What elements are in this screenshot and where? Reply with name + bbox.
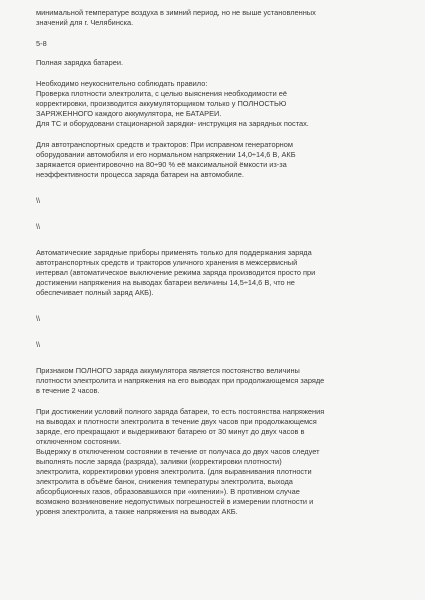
vehicle-line-2: оборудовании автомобиля и его нормальном напряжении 14,0÷14,6 В, АКБ bbox=[36, 150, 296, 159]
document-body bbox=[36, 8, 408, 517]
intro-line-1: минимальной температуре воздуха в зимний период, но не выше установленных bbox=[36, 8, 316, 17]
final-line-1: При достижении условий полного заряда батареи, то есть постоянства напряжения bbox=[36, 407, 325, 416]
final-line-7: электролита, корректировки уровня электролита. (для выравнивания плотности bbox=[36, 467, 312, 476]
vehicle-line-4: неэффективности процесса заряда батареи на автомобиле. bbox=[36, 170, 244, 179]
auto-line-2: автотранспортных средств и тракторов уличного хранения в межсервисный bbox=[36, 258, 298, 267]
rule-line-4: ЗАРЯЖЕННОГО каждого аккумулятора, не БАТАРЕИ. bbox=[36, 109, 222, 118]
rule-line-3: корректировки, производится аккумуляторщиком только у ПОЛНОСТЬЮ bbox=[36, 99, 287, 108]
final-line-5: Выдержку в отключенном состоянии в течение от получаса до двух часов следует bbox=[36, 447, 320, 456]
sign-line-1: Признаком ПОЛНОГО заряда аккумулятора является постоянство величины bbox=[36, 366, 300, 375]
rule-line-2: Проверка плотности электролита, с целью выяснения необходимости её bbox=[36, 89, 287, 98]
final-line-11: уровня электролита, а также напряжения на выводах АКБ. bbox=[36, 507, 238, 516]
separator-2: \\ bbox=[36, 222, 41, 231]
sign-line-3: в течение 2 часов. bbox=[36, 386, 100, 395]
separator-4: \\ bbox=[36, 340, 41, 349]
final-line-3: заряде, его прекращают и выдерживают батарею от 30 минут до двух часов в bbox=[36, 427, 305, 436]
final-line-9: абсорбционных газов, образовавшихся при «кипении»). В противном случае bbox=[36, 487, 300, 496]
auto-line-1: Автоматические зарядные приборы применять только для поддержания заряда bbox=[36, 248, 312, 257]
rule-line-1: Необходимо неукоснительно соблюдать правило: bbox=[36, 79, 208, 88]
final-line-8: электролита в объёме банок, снижения температуры электролита, выхода bbox=[36, 477, 293, 486]
vehicle-line-1: Для автотранспортных средств и тракторов: При исправном генераторном bbox=[36, 140, 293, 149]
final-line-4: отключенном состоянии. bbox=[36, 437, 122, 446]
intro-line-2: значений для г. Челябинска. bbox=[36, 18, 134, 27]
auto-line-4: достижении напряжения на выводах батареи величины 14,5÷14,6 В, что не bbox=[36, 278, 295, 287]
vehicle-line-3: заряжается ориентировочно на 80÷90 % её максимальной ёмкости из-за bbox=[36, 160, 287, 169]
final-line-10: возможно возникновение недопустимых погрешностей в измерении плотности и bbox=[36, 497, 314, 506]
section-title: Полная зарядка батареи. bbox=[36, 58, 124, 67]
auto-line-5: обеспечивает полный заряд АКБ). bbox=[36, 288, 154, 297]
sign-line-2: плотности электролита и напряжения на его выводах при продолжающемся заряде bbox=[36, 376, 325, 385]
auto-line-3: интервал (автоматическое выключение режима заряда производится просто при bbox=[36, 268, 316, 277]
separator-3: \\ bbox=[36, 314, 41, 323]
section-number: 5-8 bbox=[36, 39, 47, 48]
rule-line-5: Для ТС и оборудовани стационарной зарядки- инструкция на зарядных постах. bbox=[36, 119, 309, 128]
final-line-6: выполнять после заряда (разряда), заливки (корректировки плотности) bbox=[36, 457, 282, 466]
separator-1: \\ bbox=[36, 196, 41, 205]
final-line-2: на выводах и плотности электролита в течение двух часов при продолжающемся bbox=[36, 417, 317, 426]
